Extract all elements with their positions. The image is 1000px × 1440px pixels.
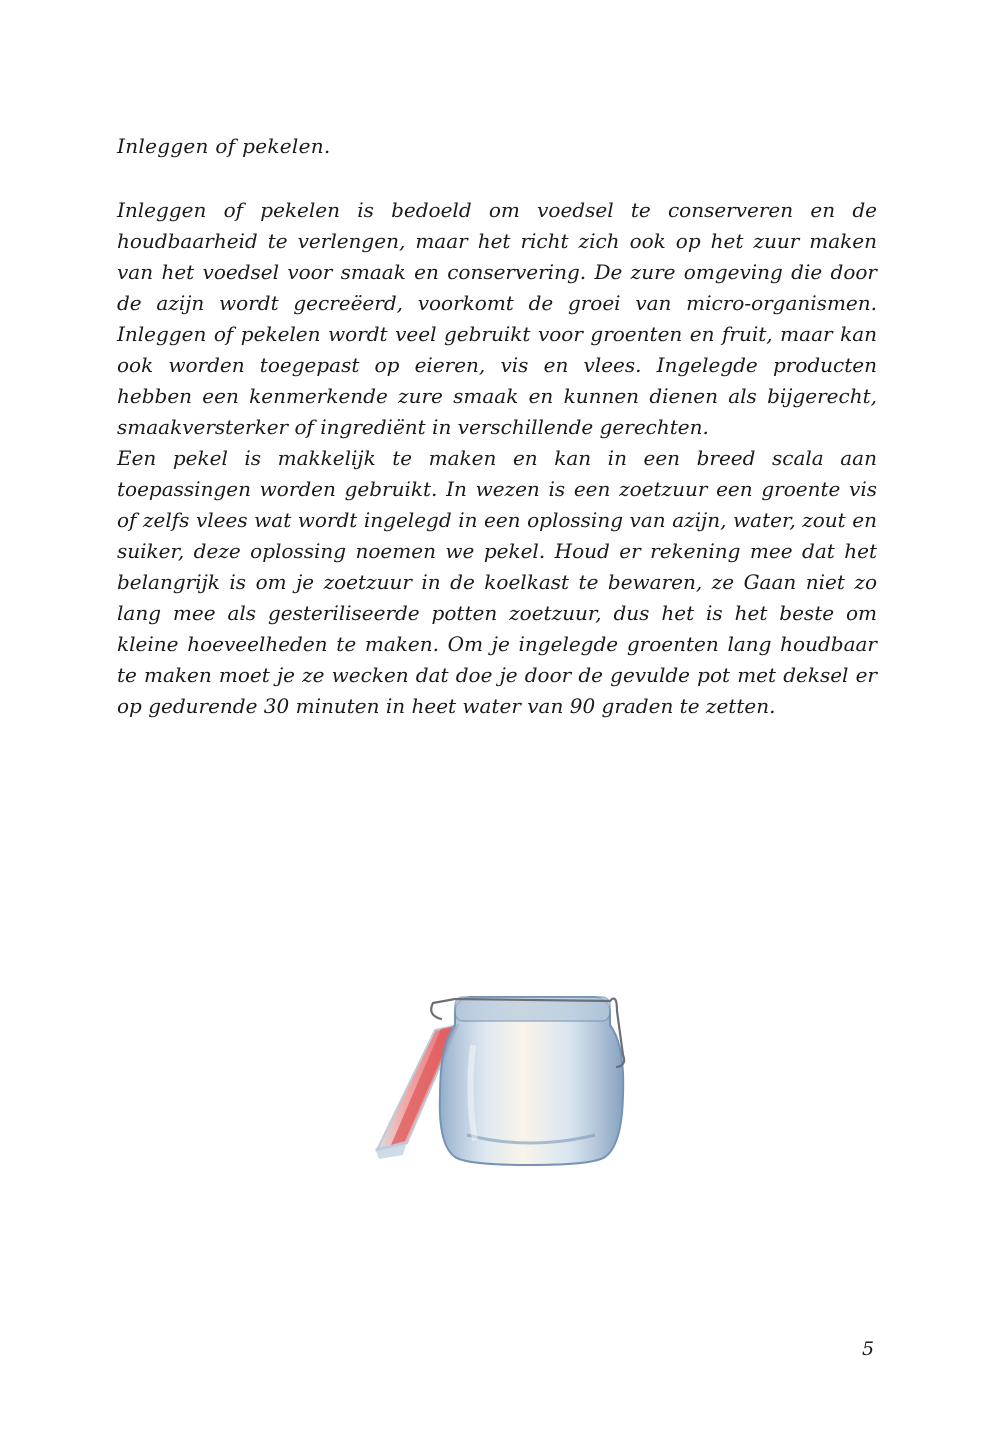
paragraph-intro: Inleggen of pekelen is bedoeld om voedsel te conserveren en de houdbaarheid te verlengen, maar het richt zich ook op het zuur maken van het voedsel voor smaak en conservering. De zure omgeving die door de azijn wordt gecreëerd, voorkomt de groei van micro-organismen. Inleggen of pekelen wordt veel gebruikt voor groenten en fruit, maar kan ook worden toegepast op eieren, vis en vlees. Ingelegde producten hebben een kenmerkende zure smaak en kunnen dienen als bijgerecht, smaakversterker of ingrediënt in verschillende gerechten. — [117, 198, 877, 439]
body-text — [117, 195, 877, 722]
jar-body — [440, 997, 623, 1165]
paragraph-brine: Een pekel is makkelijk te maken en kan in een breed scala aan toepassingen worden gebruikt. In wezen is een zoetzuur een groente vis of zelfs vlees wat wordt ingelegd in een oplossing van azijn, water, zout en suiker, deze oplossing noemen we pekel. Houd er rekening mee dat het belangrijk is om je zoetzuur in de koelkast te bewaren, ze Gaan niet zo lang mee als gesteriliseerde potten zoetzuur, dus het is het beste om kleine hoeveelheden te maken. Om je ingelegde groenten lang houdbaar te maken moet je ze wecken dat doe je door de gevulde pot met deksel er op gedurende 30 minuten in heet water van 90 graden te zetten. — [117, 446, 877, 718]
page-number: 5 — [862, 1338, 875, 1360]
glass-jar-icon — [355, 985, 645, 1170]
page-title: Inleggen of pekelen. — [117, 134, 331, 158]
